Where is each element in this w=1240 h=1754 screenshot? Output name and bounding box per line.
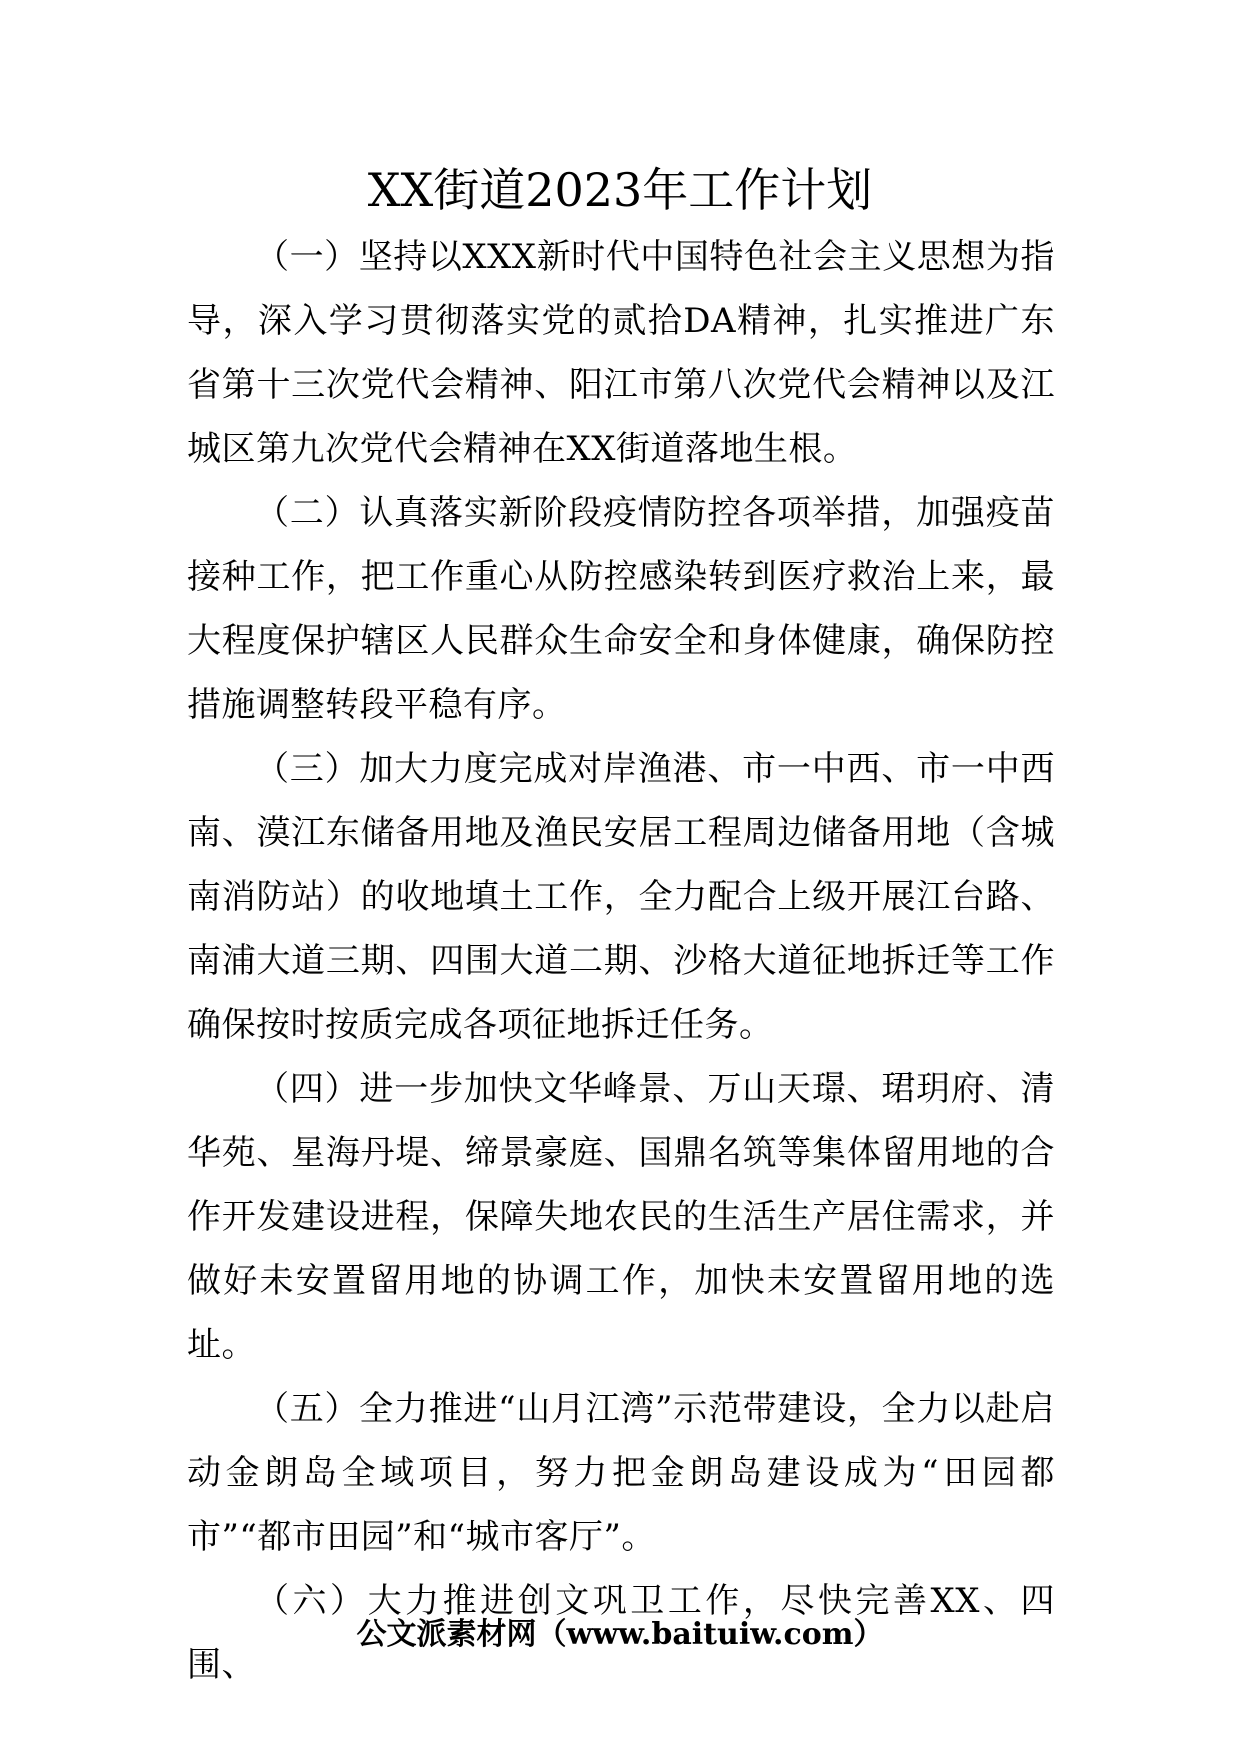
paragraph-6: （六）大力推进创文巩卫工作，尽快完善XX、四围、 (187, 1581, 1055, 1685)
paragraph-3: （三）加大力度完成对岸渔港、市一中西、市一中西南、漠江东储备用地及渔民安居工程周边储备用地（含城南消防站）的收地填土工作，全力配合上级开展江台路、南浦大道三期、四围大道二期、沙格大道征地拆迁等工作确保按时按质完成各项征地拆迁任务。 (187, 749, 1055, 1045)
paragraph-1: （一）坚持以XXX新时代中国特色社会主义思想为指导，深入学习贯彻落实党的贰拾DA精神，扎实推进广东省第十三次党代会精神、阳江市第八次党代会精神以及江城区第九次党代会精神在XX街道落地生根。 (187, 237, 1055, 469)
footer-watermark: 公文派素材网（www.baituiw.com） (356, 1617, 884, 1652)
document-title: XX街道2023年工作计划 (367, 163, 873, 217)
paragraph-5: （五）全力推进“山月江湾”示范带建设，全力以赴启动金朗岛全域项目，努力把金朗岛建设成为“田园都市”“都市田园”和“城市客厅”。 (187, 1389, 1055, 1557)
document-body (187, 225, 1055, 1697)
paragraph-2: （二）认真落实新阶段疫情防控各项举措，加强疫苗接种工作，把工作重心从防控感染转到医疗救治上来，最大程度保护辖区人民群众生命安全和身体健康，确保防控措施调整转段平稳有序。 (187, 493, 1055, 725)
paragraph-4: （四）进一步加快文华峰景、万山天璟、珺玥府、清华苑、星海丹堤、缔景豪庭、国鼎名筑等集体留用地的合作开发建设进程，保障失地农民的生活生产居住需求，并做好未安置留用地的协调工作，加快未安置留用地的选址。 (187, 1069, 1055, 1365)
